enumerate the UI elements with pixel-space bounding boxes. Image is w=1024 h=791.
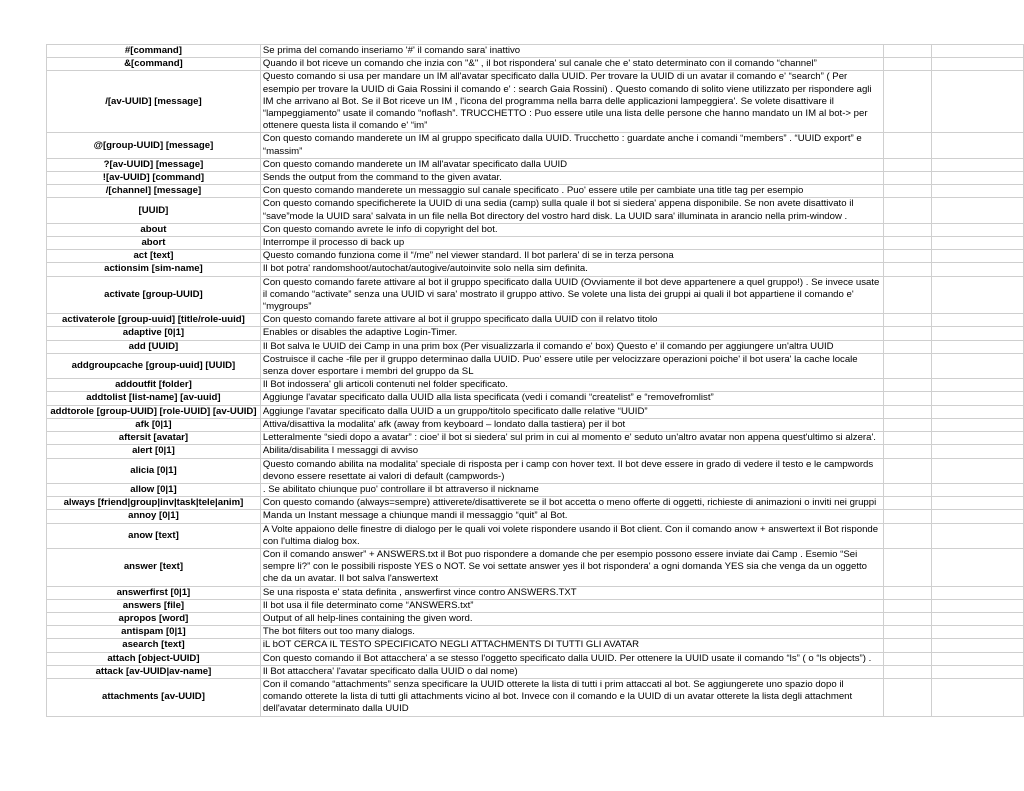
empty-cell — [884, 172, 932, 185]
table-row — [47, 548, 1024, 586]
empty-cell — [884, 185, 932, 198]
command-cell: alert [0|1] — [47, 445, 261, 458]
table-row — [47, 158, 1024, 171]
command-cell: /[av-UUID] [message] — [47, 71, 261, 133]
table-row — [47, 483, 1024, 496]
description-cell: Con questo comando farete attivare al bot il gruppo specificato dalla UUID con il relatvo titolo — [260, 314, 883, 327]
description-cell: Il bot usa il file determinato come “ANSWERS.txt” — [260, 599, 883, 612]
description-cell: Il Bot attacchera' l'avatar specificato dalla UUID o dal nome) — [260, 665, 883, 678]
empty-cell — [932, 237, 1024, 250]
table-row — [47, 379, 1024, 392]
empty-cell — [932, 58, 1024, 71]
empty-cell — [932, 445, 1024, 458]
description-cell: . Se abilitato chiunque puo' controllare il bt attraverso il nickname — [260, 483, 883, 496]
description-cell: Questo comando si usa per mandare un IM all'avatar specificato dalla UUID. Per trovare la UUID di un avatar il comando e' “search” ( Per esempio per trovare la UUID di Gaia Rossini il comando e' : search Gaia Rossini) . Questo comando di solito viene utilizzato per rispondere agli IM che arrivano al Bot. Se il Bot riceve un IM , l'icona del programma nella barra delle applicazioni lampeggiera'. Se volete disattivare il “lampeggiamento” usate il comando “noflash”. TRUCCHETTO : Puo essere utile una lista delle persone che hanno mandato un IM al bot-> per ottenere questa lista il comando e' “im” — [260, 71, 883, 133]
empty-cell — [884, 639, 932, 652]
command-cell: asearch [text] — [47, 639, 261, 652]
command-table — [46, 44, 1024, 717]
empty-cell — [884, 548, 932, 586]
empty-cell — [932, 626, 1024, 639]
table-row — [47, 263, 1024, 276]
table-row — [47, 185, 1024, 198]
empty-cell — [932, 418, 1024, 431]
command-cell: addoutfit [folder] — [47, 379, 261, 392]
command-cell: antispam [0|1] — [47, 626, 261, 639]
command-cell: abort — [47, 237, 261, 250]
empty-cell — [932, 314, 1024, 327]
description-cell: Con questo comando manderete un IM al gruppo specificato dalla UUID. Trucchetto : guardate anche i comandi “members” . “UUID export” e “massim” — [260, 133, 883, 158]
empty-cell — [884, 276, 932, 314]
command-cell: ![av-UUID] [command] — [47, 172, 261, 185]
description-cell: Con questo comando (always=sempre) attiverete/disattiverete se il bot accetta o meno offerte di oggetti, richieste di animazioni o inviti nei gruppi — [260, 497, 883, 510]
description-cell: Il Bot salva le UUID dei Camp in una prim box (Per visualizzarla il comando e' box) Questo e' il comando per aggiungere un'altra UUID — [260, 340, 883, 353]
empty-cell — [884, 510, 932, 523]
description-cell: Output of all help-lines containing the given word. — [260, 612, 883, 625]
empty-cell — [932, 158, 1024, 171]
description-cell: Aggiunge l'avatar specificato dalla UUID a un gruppo/titolo specificato dalle relative “UUID” — [260, 405, 883, 418]
empty-cell — [932, 223, 1024, 236]
command-cell: adaptive [0|1] — [47, 327, 261, 340]
empty-cell — [884, 678, 932, 716]
empty-cell — [884, 405, 932, 418]
table-row — [47, 223, 1024, 236]
table-row — [47, 71, 1024, 133]
command-cell: afk [0|1] — [47, 418, 261, 431]
table-row — [47, 510, 1024, 523]
table-row — [47, 445, 1024, 458]
command-cell: always [friend|group|inv|task|tele|anim] — [47, 497, 261, 510]
description-cell: Il Bot indossera' gli articoli contenuti nel folder specificato. — [260, 379, 883, 392]
table-row — [47, 432, 1024, 445]
command-cell: answers [file] — [47, 599, 261, 612]
empty-cell — [884, 392, 932, 405]
empty-cell — [884, 497, 932, 510]
table-row — [47, 652, 1024, 665]
empty-cell — [884, 158, 932, 171]
command-cell: apropos [word] — [47, 612, 261, 625]
description-cell: Attiva/disattiva la modalita' afk (away from keyboard – londato dalla tastiera) per il bot — [260, 418, 883, 431]
command-cell: actionsim [sim-name] — [47, 263, 261, 276]
empty-cell — [932, 353, 1024, 378]
description-cell: Con questo comando manderete un messaggio sul canale specificato . Puo' essere utile per cambiate una title tag per esempio — [260, 185, 883, 198]
table-row — [47, 276, 1024, 314]
empty-cell — [884, 523, 932, 548]
description-cell: iL bOT CERCA IL TESTO SPECIFICATO NEGLI ATTACHMENTS DI TUTTI GLI AVATAR — [260, 639, 883, 652]
table-row — [47, 250, 1024, 263]
description-cell: Aggiunge l'avatar specificato dalla UUID alla lista specificata (vedi i comandi “createlist” e “removefromlist” — [260, 392, 883, 405]
table-row — [47, 612, 1024, 625]
empty-cell — [884, 652, 932, 665]
empty-cell — [932, 198, 1024, 223]
command-cell: about — [47, 223, 261, 236]
empty-cell — [884, 665, 932, 678]
empty-cell — [884, 237, 932, 250]
command-cell: activate [group-UUID] — [47, 276, 261, 314]
command-cell: allow [0|1] — [47, 483, 261, 496]
command-cell: attachments [av-UUID] — [47, 678, 261, 716]
command-cell: answer [text] — [47, 548, 261, 586]
empty-cell — [932, 665, 1024, 678]
table-row — [47, 327, 1024, 340]
empty-cell — [932, 276, 1024, 314]
command-cell: addgroupcache [group-uuid] [UUID] — [47, 353, 261, 378]
description-cell: Abilita/disabilita I messaggi di avviso — [260, 445, 883, 458]
table-row — [47, 405, 1024, 418]
command-cell: act [text] — [47, 250, 261, 263]
empty-cell — [932, 405, 1024, 418]
description-cell: Questo comando funziona come il “/me” nel viewer standard. Il bot parlera' di se in terza persona — [260, 250, 883, 263]
description-cell: Con questo comando farete attivare al bot il gruppo specificato dalla UUID (Ovviamente il bot deve appartenere a quel gruppo!) . Se invece usate il comando “activate” senza una UUID vi sara' mostrato il gruppo attivo. Se volete una lista dei gruppi ai quali il bot appartiene il comando e' “mygroups” — [260, 276, 883, 314]
empty-cell — [884, 586, 932, 599]
description-cell: Con questo comando avrete le info di copyright del bot. — [260, 223, 883, 236]
empty-cell — [932, 652, 1024, 665]
command-cell: attack [av-UUID|av-name] — [47, 665, 261, 678]
command-cell: ?[av-UUID] [message] — [47, 158, 261, 171]
empty-cell — [932, 71, 1024, 133]
empty-cell — [932, 45, 1024, 58]
empty-cell — [884, 340, 932, 353]
empty-cell — [884, 327, 932, 340]
empty-cell — [932, 483, 1024, 496]
table-row — [47, 523, 1024, 548]
command-cell: annoy [0|1] — [47, 510, 261, 523]
description-cell: Con questo comando il Bot attacchera' a se stesso l'oggetto specificato dalla UUID. Per ottenere la UUID usate il comando “ls” ( o “ls objects”) . — [260, 652, 883, 665]
empty-cell — [884, 353, 932, 378]
empty-cell — [932, 639, 1024, 652]
table-row — [47, 198, 1024, 223]
description-cell: The bot filters out too many dialogs. — [260, 626, 883, 639]
description-cell: Enables or disables the adaptive Login-Timer. — [260, 327, 883, 340]
command-cell: add [UUID] — [47, 340, 261, 353]
table-row — [47, 599, 1024, 612]
empty-cell — [884, 45, 932, 58]
table-row — [47, 586, 1024, 599]
empty-cell — [884, 133, 932, 158]
empty-cell — [884, 445, 932, 458]
table-row — [47, 458, 1024, 483]
description-cell: Con questo comando specificherete la UUID di una sedia (camp) sulla quale il bot si siedera' appena disponibile. Se non avete disattivato il “save”mode la UUID sara' salvata in un file nella Bot directory del vostro hard disk. La UUID sara' illuminata in arancio nella prim-window . — [260, 198, 883, 223]
description-cell: A Volte appaiono delle finestre di dialogo per le quali voi volete rispondere usando il Bot client. Con il comando anow + answertext il Bot risponde con l'ultima dialog box. — [260, 523, 883, 548]
table-row — [47, 353, 1024, 378]
command-cell: #[command] — [47, 45, 261, 58]
empty-cell — [932, 185, 1024, 198]
description-cell: Manda un Instant message a chiunque mandi il messaggio “quit” al Bot. — [260, 510, 883, 523]
command-cell: anow [text] — [47, 523, 261, 548]
command-cell: addtorole [group-UUID] [role-UUID] [av-UUID] — [47, 405, 261, 418]
empty-cell — [884, 314, 932, 327]
empty-cell — [932, 263, 1024, 276]
table-row — [47, 237, 1024, 250]
empty-cell — [932, 497, 1024, 510]
description-cell: Questo comando abilita na modalita' speciale di risposta per i camp con hover text. Il bot deve essere in grado di vedere il testo e le campwords devono essere resettate ai valori di default (campwords-) — [260, 458, 883, 483]
empty-cell — [932, 172, 1024, 185]
table-row — [47, 133, 1024, 158]
command-cell: attach [object-UUID] — [47, 652, 261, 665]
empty-cell — [932, 432, 1024, 445]
empty-cell — [884, 418, 932, 431]
command-cell: answerfirst [0|1] — [47, 586, 261, 599]
empty-cell — [884, 250, 932, 263]
description-cell: Letteralmente “siedi dopo a avatar” : cioe' il bot si siedera' sul prim in cui al momento e' seduto un'altro avatar non appena quest'ultimo si alzera'. — [260, 432, 883, 445]
table-row — [47, 639, 1024, 652]
empty-cell — [932, 678, 1024, 716]
command-table-body — [47, 45, 1024, 717]
empty-cell — [932, 548, 1024, 586]
empty-cell — [932, 510, 1024, 523]
empty-cell — [884, 263, 932, 276]
empty-cell — [884, 612, 932, 625]
command-cell: addtolist [list-name] [av-uuid] — [47, 392, 261, 405]
empty-cell — [932, 612, 1024, 625]
table-row — [47, 497, 1024, 510]
empty-cell — [932, 250, 1024, 263]
description-cell: Il bot potra' randomshoot/autochat/autogive/autoinvite solo nella sim definita. — [260, 263, 883, 276]
empty-cell — [932, 586, 1024, 599]
description-cell: Con il comando “attachments” senza specificare la UUID otterete la lista di tutti i prim attaccati al bot. Se aggiungerete uno spazio dopo il comando otterete la lista di tutti gli attachments vicino al bot. Invece con il comando e la UUID di un avatar otterete la lista degli attachment dell'avatar determinato dalla UUID — [260, 678, 883, 716]
description-cell: Interrompe il processo di back up — [260, 237, 883, 250]
empty-cell — [884, 379, 932, 392]
command-cell: alicia [0|1] — [47, 458, 261, 483]
command-cell: [UUID] — [47, 198, 261, 223]
description-cell: Se prima del comando inseriamo '#' il comando sara' inattivo — [260, 45, 883, 58]
empty-cell — [884, 483, 932, 496]
table-row — [47, 45, 1024, 58]
empty-cell — [932, 340, 1024, 353]
empty-cell — [932, 523, 1024, 548]
description-cell: Quando il bot riceve un comando che inzia con "&" , il bot rispondera' sul canale che e' stato determinato con il comando “channel” — [260, 58, 883, 71]
empty-cell — [932, 392, 1024, 405]
table-row — [47, 665, 1024, 678]
description-cell: Con il comando answer” + ANSWERS.txt il Bot puo rispondere a domande che per esempio possono essere inviate dai Camp . Esemio “Sei sempre li?” con le possibili risposte YES o NOT. Se voi settate answer yes il bot rispondera' a ogni domanda YES sia che venga da un oggetto che da un avatar. Il bot salva l'answertext — [260, 548, 883, 586]
empty-cell — [884, 223, 932, 236]
empty-cell — [932, 379, 1024, 392]
description-cell: Se una risposta e' stata definita , answerfirst vince contro ANSWERS.TXT — [260, 586, 883, 599]
empty-cell — [884, 432, 932, 445]
command-cell: @[group-UUID] [message] — [47, 133, 261, 158]
empty-cell — [884, 198, 932, 223]
description-cell: Sends the output from the command to the given avatar. — [260, 172, 883, 185]
table-row — [47, 58, 1024, 71]
command-cell: &[command] — [47, 58, 261, 71]
empty-cell — [884, 71, 932, 133]
table-row — [47, 314, 1024, 327]
description-cell: Costruisce il cache -file per il gruppo determinao dalla UUID. Puo' essere utile per velocizzare operazioni poiche' il bot usera' la cache locale senza dover esportare i membri del gruppo da SL — [260, 353, 883, 378]
empty-cell — [884, 58, 932, 71]
table-row — [47, 678, 1024, 716]
description-cell: Con questo comando manderete un IM all'avatar specificato dalla UUID — [260, 158, 883, 171]
empty-cell — [932, 327, 1024, 340]
command-cell: /[channel] [message] — [47, 185, 261, 198]
empty-cell — [884, 626, 932, 639]
table-row — [47, 172, 1024, 185]
command-cell: aftersit [avatar] — [47, 432, 261, 445]
table-row — [47, 340, 1024, 353]
empty-cell — [884, 599, 932, 612]
table-row — [47, 392, 1024, 405]
empty-cell — [932, 599, 1024, 612]
empty-cell — [932, 458, 1024, 483]
empty-cell — [932, 133, 1024, 158]
table-row — [47, 626, 1024, 639]
empty-cell — [884, 458, 932, 483]
command-cell: activaterole [group-uuid] [title/role-uuid] — [47, 314, 261, 327]
table-row — [47, 418, 1024, 431]
